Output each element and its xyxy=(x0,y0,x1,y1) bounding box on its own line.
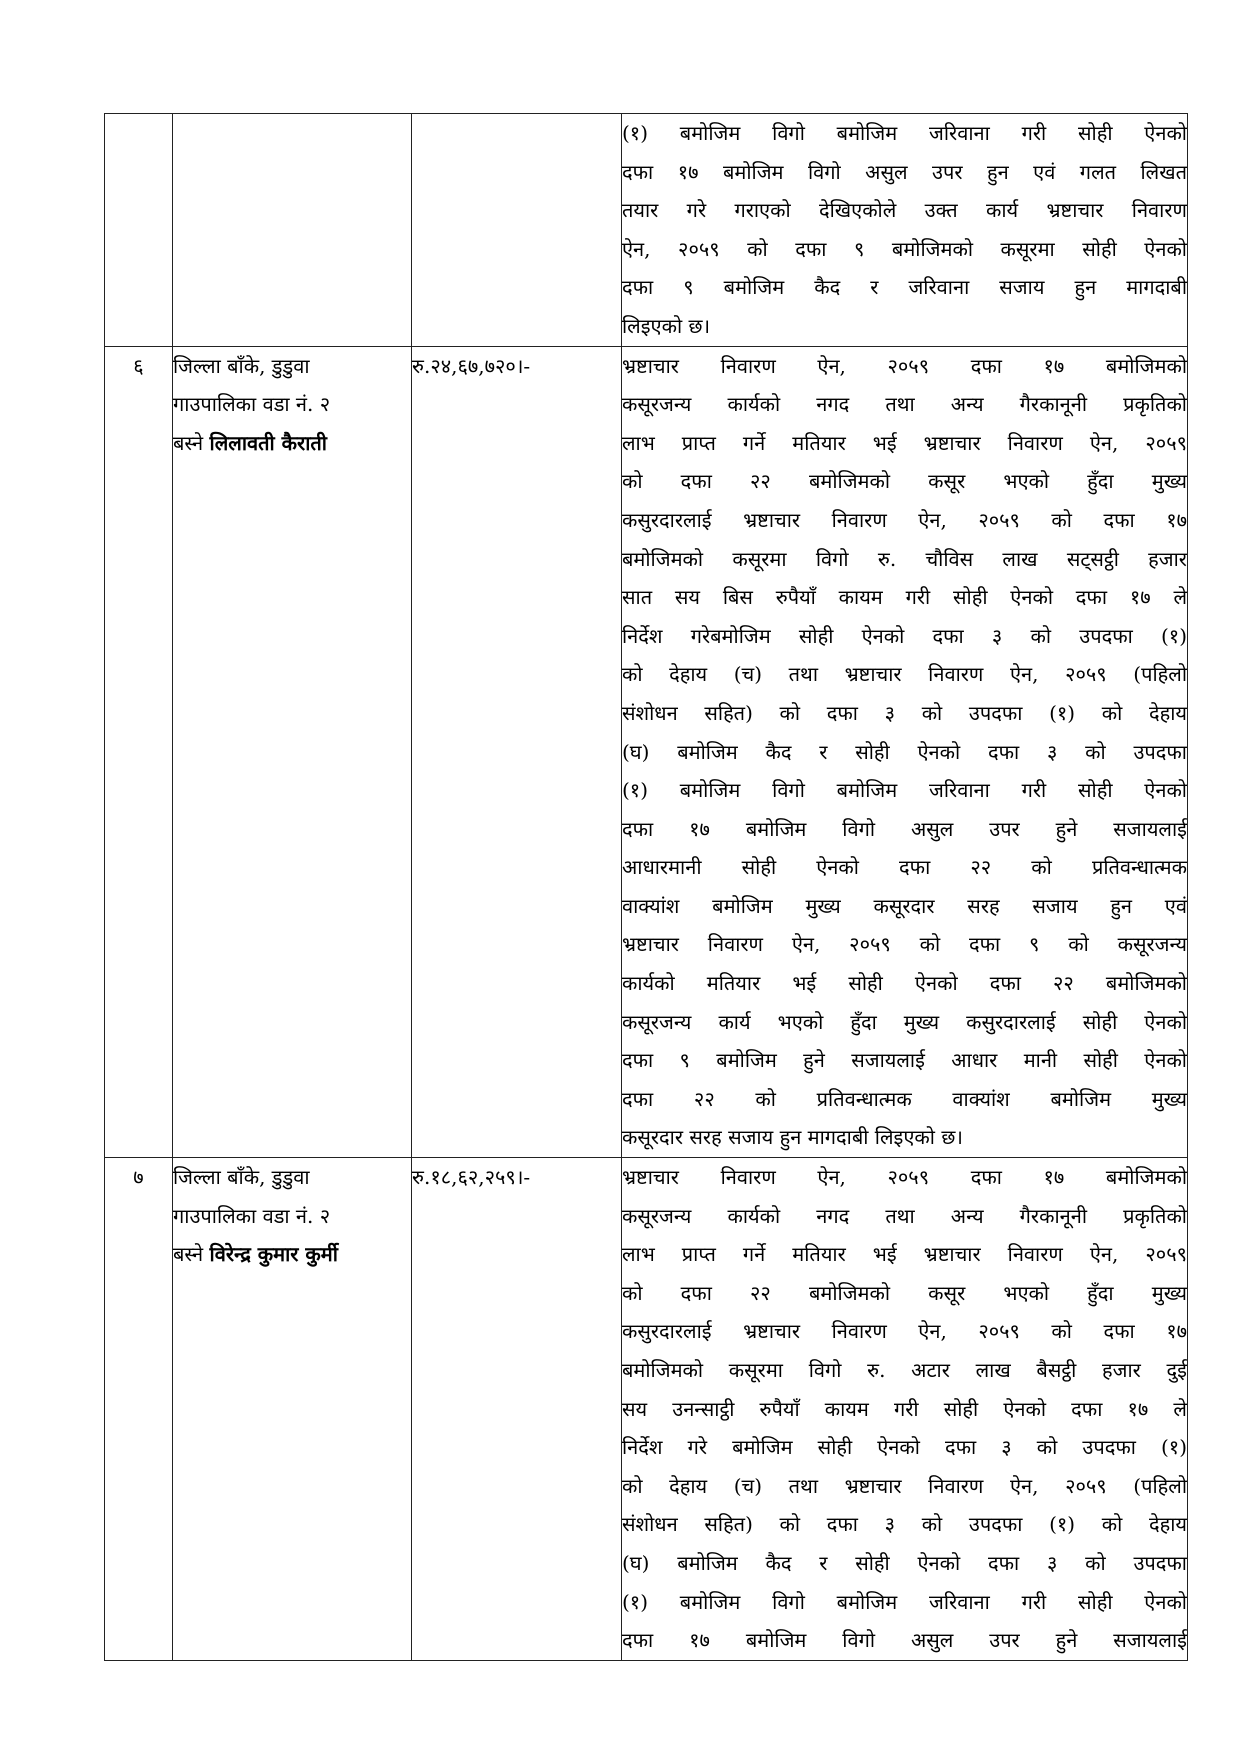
claim-amount-cell xyxy=(412,1158,622,1661)
description-line: वाक्यांश बमोजिम मुख्य कसूरदार सरह सजाय हुन एवं xyxy=(622,893,1187,918)
description-line: लाभ प्राप्त गर्ने मतियार भई भ्रष्टाचार निवारण ऐन, २०५९ xyxy=(622,1242,1187,1267)
claim-amount: रु.२४,६७,७२०।- xyxy=(412,353,531,378)
description-line: निर्देश गरे बमोजिम सोही ऐनको दफा ३ को उपदफा (१) xyxy=(622,1435,1187,1460)
description-line: आधारमानी सोही ऐनको दफा २२ को प्रतिवन्धात्मक xyxy=(622,855,1187,880)
accused-name: लिलावती कैराती xyxy=(209,430,327,455)
description-line: कसुरदारलाई भ्रष्टाचार निवारण ऐन, २०५९ को दफा १७ xyxy=(622,507,1187,532)
description-line: बमोजिमको कसूरमा विगो रु. अटार लाख बैसट्ठी हजार दुई xyxy=(622,1358,1187,1382)
address-prefix: बस्ने xyxy=(173,1242,204,1267)
description-line: को देहाय (च) तथा भ्रष्टाचार निवारण ऐन, २०५९ (पहिलो xyxy=(622,1473,1187,1498)
description-line: (१) बमोजिम विगो बमोजिम जरिवाना गरी सोही ऐनको xyxy=(622,121,1187,145)
charge-description-cell xyxy=(622,114,1188,347)
description-line: भ्रष्टाचार निवारण ऐन, २०५९ को दफा ९ को कसूरजन्य xyxy=(622,932,1187,957)
claim-amount-cell xyxy=(412,346,622,1157)
description-line: तयार गरे गराएको देखिएकोले उक्त कार्य भ्रष्टाचार निवारण xyxy=(622,198,1187,223)
description-line: (१) बमोजिम विगो बमोजिम जरिवाना गरी सोही ऐनको xyxy=(622,1589,1187,1614)
description-line: (घ) बमोजिम कैद र सोही ऐनको दफा ३ को उपदफा xyxy=(622,1550,1187,1575)
accused-address-cell xyxy=(173,1158,412,1661)
accused-name: विरेन्द्र कुमार कुर्मी xyxy=(209,1242,338,1267)
charge-description-cell xyxy=(622,346,1188,1157)
description-line: दफा १७ बमोजिम विगो असुल उपर हुने सजायलाई xyxy=(622,816,1187,841)
description-line: दफा २२ को प्रतिवन्धात्मक वाक्यांश बमोजिम मुख्य xyxy=(622,1086,1187,1111)
case-table-body xyxy=(105,114,1188,1661)
description-line: बमोजिमको कसूरमा विगो रु. चौविस लाख सट्सट्ठी हजार xyxy=(622,546,1187,571)
accused-address-cell xyxy=(173,114,412,347)
description-line: कार्यको मतियार भई सोही ऐनको दफा २२ बमोजिमको xyxy=(622,971,1187,996)
description-line: सात सय बिस रुपैयाँ कायम गरी सोही ऐनको दफा १७ ले xyxy=(622,585,1187,610)
description-line: लिइएको छ। xyxy=(622,313,711,338)
description-line: दफा १७ बमोजिम विगो असुल उपर हुने सजायलाई xyxy=(622,1628,1187,1653)
address-line xyxy=(173,424,411,463)
description-line: ऐन, २०५९ को दफा ९ बमोजिमको कसूरमा सोही ऐनको xyxy=(622,236,1187,261)
claim-amount xyxy=(412,114,621,153)
description-line: कसूरजन्य कार्य भएको हुँदा मुख्य कसुरदारलाई सोही ऐनको xyxy=(622,1009,1187,1034)
address-line: जिल्ला बाँके, डुडुवा xyxy=(173,1165,310,1190)
charge-description-cell xyxy=(622,1158,1188,1661)
description-line: को दफा २२ बमोजिमको कसूर भएको हुँदा मुख्य xyxy=(622,469,1187,494)
description-line: लाभ प्राप्त गर्ने मतियार भई भ्रष्टाचार निवारण ऐन, २०५९ xyxy=(622,430,1187,455)
description-line: कसूरदार सरह सजाय हुन मागदाबी लिइएको छ। xyxy=(622,1125,963,1150)
description-line: संशोधन सहित) को दफा ३ को उपदफा (१) को देहाय xyxy=(622,700,1187,725)
serial-number-cell xyxy=(105,346,173,1157)
address-line: गाउपालिका वडा नं. २ xyxy=(173,1203,331,1228)
address-prefix: बस्ने xyxy=(173,430,204,455)
description-line: कसुरदारलाई भ्रष्टाचार निवारण ऐन, २०५९ को दफा १७ xyxy=(622,1319,1187,1344)
address-line: जिल्ला बाँके, डुडुवा xyxy=(173,353,310,378)
serial-number: ७ xyxy=(133,1165,144,1190)
description-line: कसूरजन्य कार्यको नगद तथा अन्य गैरकानूनी प्रकृतिको xyxy=(622,1203,1187,1228)
description-line: को दफा २२ बमोजिमको कसूर भएको हुँदा मुख्य xyxy=(622,1280,1187,1305)
description-line: भ्रष्टाचार निवारण ऐन, २०५९ दफा १७ बमोजिमको xyxy=(622,1165,1187,1190)
serial-number: ६ xyxy=(133,353,144,378)
address-line: गाउपालिका वडा नं. २ xyxy=(173,392,331,417)
description-line: दफा ९ बमोजिम कैद र जरिवाना सजाय हुन मागदाबी xyxy=(622,275,1187,300)
description-line: दफा ९ बमोजिम हुने सजायलाई आधार मानी सोही ऐनको xyxy=(622,1048,1187,1073)
description-line: को देहाय (च) तथा भ्रष्टाचार निवारण ऐन, २०५९ (पहिलो xyxy=(622,662,1187,687)
description-line: भ्रष्टाचार निवारण ऐन, २०५९ दफा १७ बमोजिमको xyxy=(622,353,1187,378)
description-line: संशोधन सहित) को दफा ३ को उपदफा (१) को देहाय xyxy=(622,1512,1187,1537)
claim-amount: रु.१८,६२,२५९।- xyxy=(412,1165,531,1190)
case-table xyxy=(104,113,1188,1661)
description-line: कसूरजन्य कार्यको नगद तथा अन्य गैरकानूनी प्रकृतिको xyxy=(622,392,1187,417)
serial-number-cell xyxy=(105,114,173,347)
accused-address-cell xyxy=(173,346,412,1157)
table-row xyxy=(105,1158,1188,1661)
description-line: सय उनन्साट्ठी रुपैयाँ कायम गरी सोही ऐनको दफा १७ ले xyxy=(622,1396,1187,1421)
description-line: दफा १७ बमोजिम विगो असुल उपर हुन एवं गलत लिखत xyxy=(622,159,1187,184)
table-row xyxy=(105,346,1188,1157)
serial-number-cell xyxy=(105,1158,173,1661)
claim-amount-cell xyxy=(412,114,622,347)
description-line: (१) बमोजिम विगो बमोजिम जरिवाना गरी सोही ऐनको xyxy=(622,778,1187,803)
description-line: निर्देश गरेबमोजिम सोही ऐनको दफा ३ को उपदफा (१) xyxy=(622,623,1187,648)
address-line xyxy=(173,1235,411,1274)
table-row xyxy=(105,114,1188,347)
description-line: (घ) बमोजिम कैद र सोही ऐनको दफा ३ को उपदफा xyxy=(622,739,1187,764)
